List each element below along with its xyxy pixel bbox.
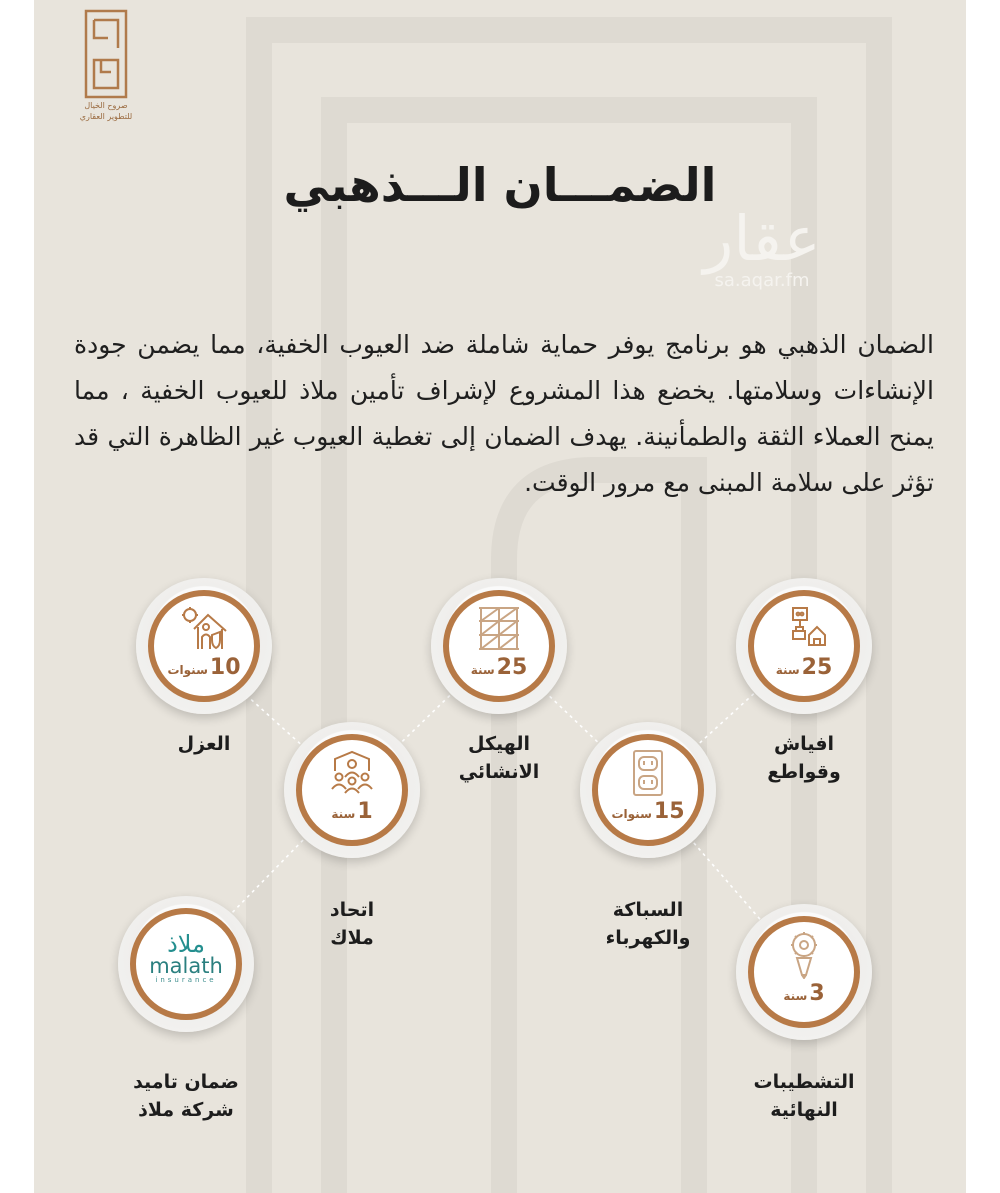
caption-line-2: وقواطع — [767, 761, 841, 783]
malath-logo — [136, 932, 236, 984]
icon-container — [154, 605, 254, 651]
duration-number: 1 — [357, 799, 373, 824]
duration — [754, 655, 854, 680]
caption-structure — [419, 730, 579, 786]
duration-unit: سنة — [783, 989, 808, 1003]
logo-line-2: للتطوير العقاري — [79, 112, 133, 121]
badge-malath — [118, 896, 254, 1032]
caption-line-1: اتحاد — [329, 899, 375, 921]
malath-logo-english: malath — [149, 954, 223, 978]
caption-line-2: ملاك — [330, 927, 374, 949]
duration-number: 3 — [809, 981, 825, 1006]
description-text: الضمان الذهبي هو برنامج يوفر حماية شاملة ضد العيوب الخفية، مما يضمن جودة الإنشاءات وسلامتها. يخضع هذا المشروع لإشراف تأمين ملاذ للعيوب الخفية ، مما يمنح العملاء الثقة والطمأنينة. يهدف الضمان إلى تغطية العيوب غير الظاهرة التي قد تؤثر على سلامة المبنى مع مرور الوقت. — [74, 330, 934, 497]
caption-line-2: النهائية — [770, 1099, 838, 1121]
caption-insulation — [124, 730, 284, 758]
badge-finishing — [736, 904, 872, 1040]
caption-line-1: الهيكل — [468, 733, 530, 755]
icon-container — [754, 605, 854, 649]
duration — [449, 655, 549, 680]
caption-owners — [272, 896, 432, 952]
duration-number: 25 — [801, 655, 833, 680]
duration — [754, 981, 854, 1006]
badge-ring — [148, 590, 260, 702]
watermark-url: sa.aqar.fm — [714, 270, 810, 291]
watermark-arabic: عقار — [703, 202, 821, 275]
caption-plumbing — [568, 896, 728, 952]
gear-pencil-icon — [784, 931, 824, 979]
caption-finishing — [724, 1068, 884, 1124]
duration-number: 25 — [496, 655, 528, 680]
duration-number: 15 — [653, 799, 685, 824]
badge-sockets — [736, 578, 872, 714]
badge-structure — [431, 578, 567, 714]
duration-unit: سنوات — [167, 663, 208, 677]
caption-line-1: التشطيبات — [753, 1071, 855, 1093]
duration — [154, 655, 254, 680]
duration — [598, 799, 698, 824]
duration — [302, 799, 402, 824]
duration-unit: سنة — [470, 663, 495, 677]
caption-line-1: ضمان تاميد — [133, 1071, 239, 1093]
duration-unit: سنة — [775, 663, 800, 677]
caption-line-1: افياش — [773, 733, 835, 755]
content-panel — [34, 0, 966, 1193]
badge-ring — [130, 908, 242, 1020]
icon-container — [754, 931, 854, 979]
duration-number: 10 — [209, 655, 241, 680]
malath-logo-subtitle: insurance — [155, 976, 217, 984]
caption-sockets — [724, 730, 884, 786]
caption-line-2: والكهرباء — [605, 927, 691, 949]
badge-ring — [592, 734, 704, 846]
caption-malath — [106, 1068, 266, 1124]
outlet-icon — [631, 749, 665, 797]
duration-unit: سنوات — [611, 807, 652, 821]
malath-logo-arabic: ملاذ — [167, 930, 205, 958]
badge-plumbing — [580, 722, 716, 858]
badge-owners — [284, 722, 420, 858]
page-title: الضمـــان الـــذهبي — [283, 158, 717, 212]
icon-container — [302, 749, 402, 795]
caption-line-2: الانشائي — [458, 761, 540, 783]
logo-line-1: صروح الخيال — [84, 101, 128, 110]
caption-line-2: شركة ملاذ — [138, 1099, 234, 1121]
icon-container — [449, 605, 549, 651]
badge-ring — [443, 590, 555, 702]
duration-unit: سنة — [331, 807, 356, 821]
badge-ring — [748, 590, 860, 702]
caption-line-1: العزل — [177, 733, 231, 755]
community-icon — [327, 749, 377, 795]
badge-ring — [748, 916, 860, 1028]
socket-switch-icon — [779, 605, 829, 649]
icon-container — [598, 749, 698, 797]
badge-insulation — [136, 578, 272, 714]
scaffold-icon — [477, 605, 521, 651]
insulation-house-icon — [178, 605, 230, 651]
badge-ring — [296, 734, 408, 846]
caption-line-1: السباكة — [612, 899, 684, 921]
